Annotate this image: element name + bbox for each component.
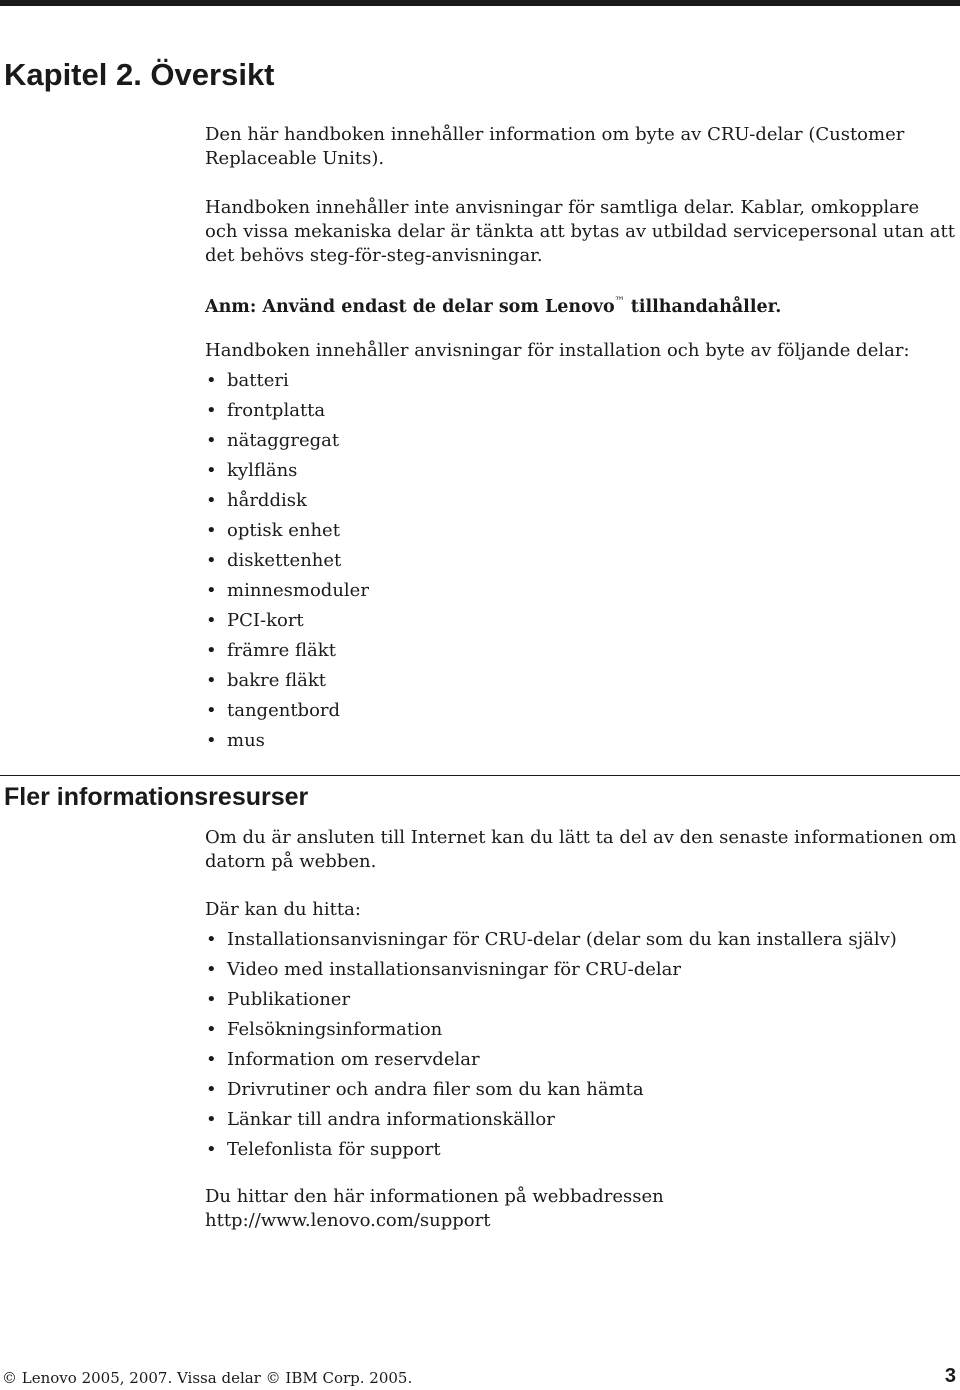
intro-paragraph-2: Handboken innehåller inte anvisningar för samtliga delar. Kablar, omkopplare och vissa mekaniska delar är tänkta att bytas av utbildad servicepersonal utan att det behövs steg-för-steg-anvisningar. bbox=[205, 197, 955, 266]
bullet-icon: • bbox=[206, 610, 217, 631]
web-text: Du hittar den här informationen på webbadressen bbox=[205, 1186, 664, 1207]
resource-list-item bbox=[205, 1078, 957, 1108]
part-list-item-text: PCI-kort bbox=[227, 610, 304, 631]
part-list-item bbox=[205, 579, 957, 609]
resource-list-item bbox=[205, 1108, 957, 1138]
part-list-item bbox=[205, 369, 957, 399]
part-list-item bbox=[205, 489, 957, 519]
bullet-icon: • bbox=[206, 1019, 217, 1040]
resources-paragraph-block bbox=[205, 826, 957, 874]
part-list-item bbox=[205, 519, 957, 549]
resource-list-item bbox=[205, 988, 957, 1018]
resource-list-item-text: Felsökningsinformation bbox=[227, 1019, 443, 1040]
note-text: Anm: Använd endast de delar som Lenovo bbox=[205, 297, 615, 317]
resource-list-item-text: Installationsanvisningar för CRU-delar (delar som du kan installera själv) bbox=[227, 929, 897, 950]
resource-list-item-text: Publikationer bbox=[227, 989, 351, 1010]
part-list-item bbox=[205, 549, 957, 579]
resources-paragraph: Om du är ansluten till Internet kan du lätt ta del av den senaste informationen om datorn på webben. bbox=[205, 827, 957, 872]
resources-list bbox=[205, 928, 957, 1168]
bullet-icon: • bbox=[206, 1049, 217, 1070]
bullet-icon: • bbox=[206, 400, 217, 421]
part-list-item bbox=[205, 399, 957, 429]
bullet-icon: • bbox=[206, 580, 217, 601]
resource-list-item-text: Video med installationsanvisningar för CRU-delar bbox=[227, 959, 681, 980]
part-list-item-text: tangentbord bbox=[227, 700, 341, 721]
resource-list-item bbox=[205, 928, 957, 958]
part-list-item-text: minnesmoduler bbox=[227, 580, 369, 601]
resource-list-item bbox=[205, 1018, 957, 1048]
intro-paragraph-1: Den här handboken innehåller information om byte av CRU-delar (Customer Replaceable Units). bbox=[205, 124, 905, 169]
resource-list-item-text: Drivrutiner och andra filer som du kan hämta bbox=[227, 1079, 644, 1100]
trademark-symbol: ™ bbox=[614, 296, 625, 307]
support-url[interactable]: http://www.lenovo.com/support bbox=[205, 1210, 491, 1231]
part-list-item-text: batteri bbox=[227, 370, 289, 391]
part-list-item-text: bakre fläkt bbox=[227, 670, 327, 691]
part-list-item-text: nätaggregat bbox=[227, 430, 340, 451]
note-block bbox=[205, 290, 957, 319]
resource-list-item bbox=[205, 1138, 957, 1168]
page-number: 3 bbox=[944, 1365, 956, 1387]
resource-list-item bbox=[205, 958, 957, 988]
part-list-item-text: optisk enhet bbox=[227, 520, 340, 541]
intro-paragraph-2-block bbox=[205, 196, 957, 268]
bullet-icon: • bbox=[206, 929, 217, 950]
part-list-item bbox=[205, 669, 957, 699]
bullet-icon: • bbox=[206, 550, 217, 571]
bullet-icon: • bbox=[206, 460, 217, 481]
bullet-icon: • bbox=[206, 370, 217, 391]
bullet-icon: • bbox=[206, 1109, 217, 1130]
part-list-item bbox=[205, 429, 957, 459]
bullet-icon: • bbox=[206, 490, 217, 511]
resources-list-intro: Där kan du hitta: bbox=[205, 899, 361, 920]
part-list-item bbox=[205, 639, 957, 669]
part-list-item-text: mus bbox=[227, 730, 265, 751]
bullet-icon: • bbox=[206, 520, 217, 541]
bullet-icon: • bbox=[206, 989, 217, 1010]
bullet-icon: • bbox=[206, 700, 217, 721]
bullet-icon: • bbox=[206, 1139, 217, 1160]
top-rule bbox=[0, 0, 960, 6]
web-block bbox=[205, 1185, 957, 1233]
part-list-item-text: diskettenhet bbox=[227, 550, 342, 571]
part-list-item bbox=[205, 729, 957, 759]
section-title: Fler informationsresurser bbox=[4, 783, 309, 811]
bullet-icon: • bbox=[206, 430, 217, 451]
part-list-item bbox=[205, 459, 957, 489]
parts-list-intro: Handboken innehåller anvisningar för installation och byte av följande delar: bbox=[205, 340, 910, 361]
parts-section bbox=[205, 339, 957, 759]
resources-section bbox=[205, 898, 957, 1168]
bullet-icon: • bbox=[206, 730, 217, 751]
section-rule bbox=[0, 775, 960, 776]
resource-list-item-text: Information om reservdelar bbox=[227, 1049, 480, 1070]
part-list-item-text: hårddisk bbox=[227, 490, 307, 511]
note-text-end: tillhandahåller. bbox=[624, 297, 782, 317]
chapter-title: Kapitel 2. Översikt bbox=[4, 57, 275, 92]
part-list-item bbox=[205, 699, 957, 729]
part-list-item bbox=[205, 609, 957, 639]
resource-list-item bbox=[205, 1048, 957, 1078]
bullet-icon: • bbox=[206, 1079, 217, 1100]
footer-copyright: © Lenovo 2005, 2007. Vissa delar © IBM Corp. 2005. bbox=[2, 1369, 413, 1387]
part-list-item-text: främre fläkt bbox=[227, 640, 336, 661]
parts-list bbox=[205, 369, 957, 759]
resource-list-item-text: Telefonlista för support bbox=[227, 1139, 441, 1160]
bullet-icon: • bbox=[206, 670, 217, 691]
intro-paragraph-1-block bbox=[205, 123, 957, 171]
resource-list-item-text: Länkar till andra informationskällor bbox=[227, 1109, 555, 1130]
part-list-item-text: frontplatta bbox=[227, 400, 326, 421]
bullet-icon: • bbox=[206, 959, 217, 980]
part-list-item-text: kylfläns bbox=[227, 460, 298, 481]
bullet-icon: • bbox=[206, 640, 217, 661]
